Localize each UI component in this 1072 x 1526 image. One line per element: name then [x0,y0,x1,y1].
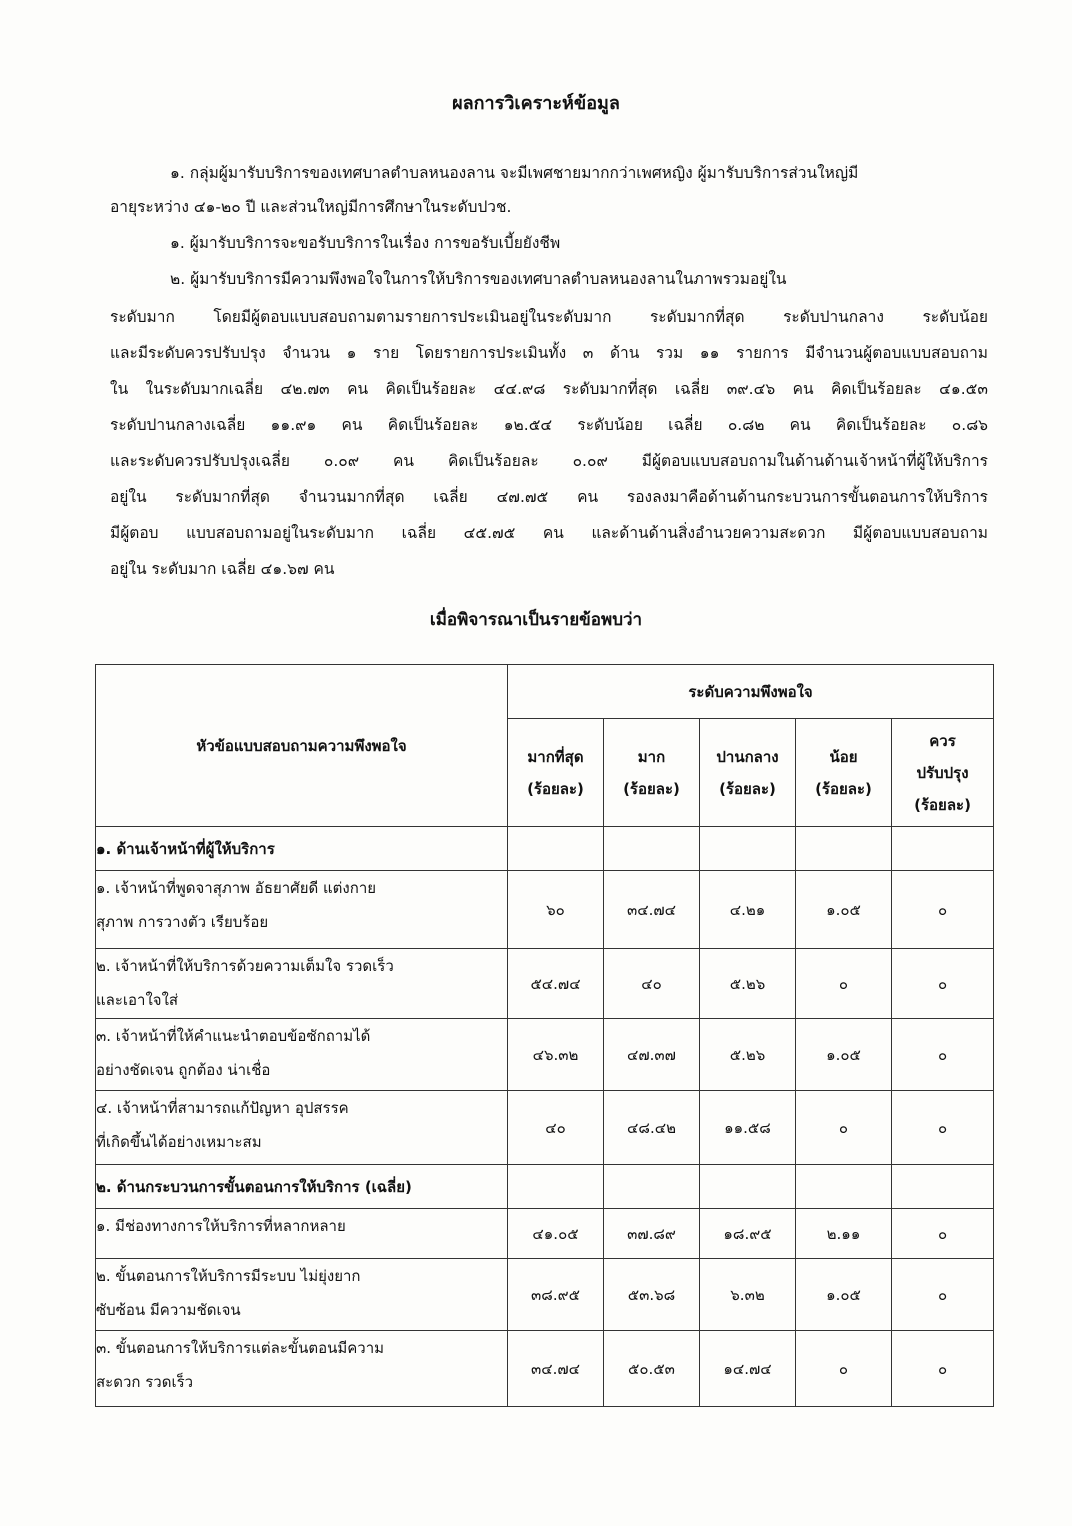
table-row [96,1209,994,1259]
value-cell: ๑๘.๙๕ [700,1209,796,1259]
table-row [96,871,994,949]
value-cell: ๑๑.๕๘ [700,1091,796,1165]
paragraph-3-line: มีผู้ตอบ แบบสอบถามอยู่ในระดับมาก เฉลี่ย ๔๕.๗๕ คน และด้านด้านสิ่งอำนวยความสะดวก มีผู้ตอบแบบสอบถาม [110,524,988,542]
value-cell: ๑.๐๕ [796,1259,892,1331]
section-title: ๒. ด้านกระบวนการขั้นตอนการให้บริการ (เฉลี่ย) [96,1165,508,1209]
paragraph-3-line: ระดับปานกลางเฉลี่ย ๑๑.๙๑ คน คิดเป็นร้อยละ ๑๒.๕๔ ระดับน้อย เฉลี่ย ๐.๘๒ คน คิดเป็นร้อยละ ๐.๘๖ [110,416,988,434]
value-cell: ๔๖.๓๒ [508,1019,604,1091]
paragraph-3-line: อยู่ใน ระดับมากที่สุด จำนวนมากที่สุด เฉลี่ย ๔๗.๗๕ คน รองลงมาคือด้านด้านกระบวนการขั้นตอนการให้บริการ [110,488,988,506]
value-cell: ๓๗.๘๙ [604,1209,700,1259]
item-label: ๒. เจ้าหน้าที่ให้บริการด้วยความเต็มใจ รวดเร็ว และเอาใจใส่ [96,949,508,1019]
paragraph-3-line: และมีระดับควรปรับปรุง จำนวน ๑ ราย โดยรายการประเมินทั้ง ๓ ด้าน รวม ๑๑ รายการ มีจำนวนผู้ตอบแบบสอบถาม [110,344,988,362]
item-label: ๑. เจ้าหน้าที่พูดจาสุภาพ อัธยาศัยดี แต่งกาย สุภาพ การวางตัว เรียบร้อย [96,871,508,949]
value-cell: ๐ [892,1331,994,1407]
value-cell: ๔๗.๓๗ [604,1019,700,1091]
value-cell: ๔๑.๐๕ [508,1209,604,1259]
level-header-low: น้อย (ร้อยละ) [796,719,892,827]
value-cell: ๐ [892,871,994,949]
item-label: ๒. ขั้นตอนการให้บริการมีระบบ ไม่ยุ่งยาก ซับซ้อน มีความชัดเจน [96,1259,508,1331]
item-label: ๓. ขั้นตอนการให้บริการแต่ละขั้นตอนมีความ สะดวก รวดเร็ว [96,1331,508,1407]
value-cell: ๑.๐๕ [796,1019,892,1091]
satisfaction-level-group-header: ระดับความพึงพอใจ [508,665,994,719]
value-cell: ๐ [892,1259,994,1331]
item-label: ๑. มีช่องทางการให้บริการที่หลากหลาย [96,1209,508,1259]
value-cell: ๕๔.๗๔ [508,949,604,1019]
value-cell: ๔.๒๑ [700,871,796,949]
value-cell: ๐ [892,1209,994,1259]
table-row [96,949,994,1019]
table-row [96,1091,994,1165]
value-cell: ๖๐ [508,871,604,949]
value-cell: ๑.๐๕ [796,871,892,949]
table-row [96,1331,994,1407]
value-cell: ๔๐ [604,949,700,1019]
value-cell: ๐ [892,1091,994,1165]
paragraph-2: ๑. ผู้มารับบริการจะขอรับบริการในเรื่อง การขอรับเบี้ยยังชีพ [170,234,561,252]
value-cell: ๔๐ [508,1091,604,1165]
paragraph-3-line: และระดับควรปรับปรุงเฉลี่ย ๐.๐๙ คน คิดเป็นร้อยละ ๐.๐๙ มีผู้ตอบแบบสอบถามในด้านด้านเจ้าหน้าที่ผู้ให้บริการ [110,452,988,470]
level-header-most: มากที่สุด (ร้อยละ) [508,719,604,827]
table-row [96,1259,994,1331]
value-cell: ๓๔.๗๔ [508,1331,604,1407]
value-cell: ๓๘.๙๕ [508,1259,604,1331]
value-cell: ๕๐.๕๓ [604,1331,700,1407]
section-title: ๑. ด้านเจ้าหน้าที่ผู้ให้บริการ [96,827,508,871]
value-cell: ๐ [892,949,994,1019]
paragraph-3-line: ใน ในระดับมากเฉลี่ย ๔๒.๗๓ คน คิดเป็นร้อยละ ๔๔.๙๘ ระดับมากที่สุด เฉลี่ย ๓๙.๔๖ คน คิดเป็นร้อยละ ๔๑.๕๓ [110,380,988,398]
document-title: ผลการวิเคราะห์ข้อมูล [452,93,620,114]
satisfaction-table [95,664,994,1407]
level-header-improve: ควร ปรับปรุง (ร้อยละ) [892,719,994,827]
item-label: ๓. เจ้าหน้าที่ให้คำแนะนำตอบข้อซักถามได้ อย่างชัดเจน ถูกต้อง น่าเชื่อ [96,1019,508,1091]
paragraph-3-last-line: อยู่ใน ระดับมาก เฉลี่ย ๔๑.๖๗ คน [110,560,335,578]
table-subtitle: เมื่อพิจารณาเป็นรายข้อพบว่า [429,610,643,630]
paragraph-3-line: ระดับมาก โดยมีผู้ตอบแบบสอบถามตามรายการประเมินอยู่ในระดับมาก ระดับมากที่สุด ระดับปานกลาง ระดับน้อย [110,308,988,326]
value-cell: ๔๘.๔๒ [604,1091,700,1165]
value-cell: ๕๓.๖๘ [604,1259,700,1331]
topic-column-header: หัวข้อแบบสอบถามความพึงพอใจ [96,665,508,827]
value-cell: ๒.๑๑ [796,1209,892,1259]
paragraph-1-line-1: ๑. กลุ่มผู้มารับบริการของเทศบาลตำบลหนองลาน จะมีเพศชายมากกว่าเพศหญิง ผู้มารับบริการส่วนใหญ่มี [170,164,859,182]
level-header-medium: ปานกลาง (ร้อยละ) [700,719,796,827]
value-cell: ๖.๓๒ [700,1259,796,1331]
paragraph-1-line-2: อายุระหว่าง ๔๑-๒๐ ปี และส่วนใหญ่มีการศึกษาในระดับปวช. [110,198,512,216]
value-cell: ๕.๒๖ [700,949,796,1019]
value-cell: ๐ [892,1019,994,1091]
table-row [96,1019,994,1091]
value-cell: ๐ [796,949,892,1019]
item-label: ๔. เจ้าหน้าที่สามารถแก้ปัญหา อุปสรรค ที่เกิดขึ้นได้อย่างเหมาะสม [96,1091,508,1165]
value-cell: ๐ [796,1331,892,1407]
level-header-high: มาก (ร้อยละ) [604,719,700,827]
value-cell: ๕.๒๖ [700,1019,796,1091]
paragraph-3-first-line: ๒. ผู้มารับบริการมีความพึงพอใจในการให้บริการของเทศบาลตำบลหนองลานในภาพรวมอยู่ใน [170,270,787,288]
value-cell: ๑๔.๗๔ [700,1331,796,1407]
value-cell: ๓๔.๗๔ [604,871,700,949]
value-cell: ๐ [796,1091,892,1165]
